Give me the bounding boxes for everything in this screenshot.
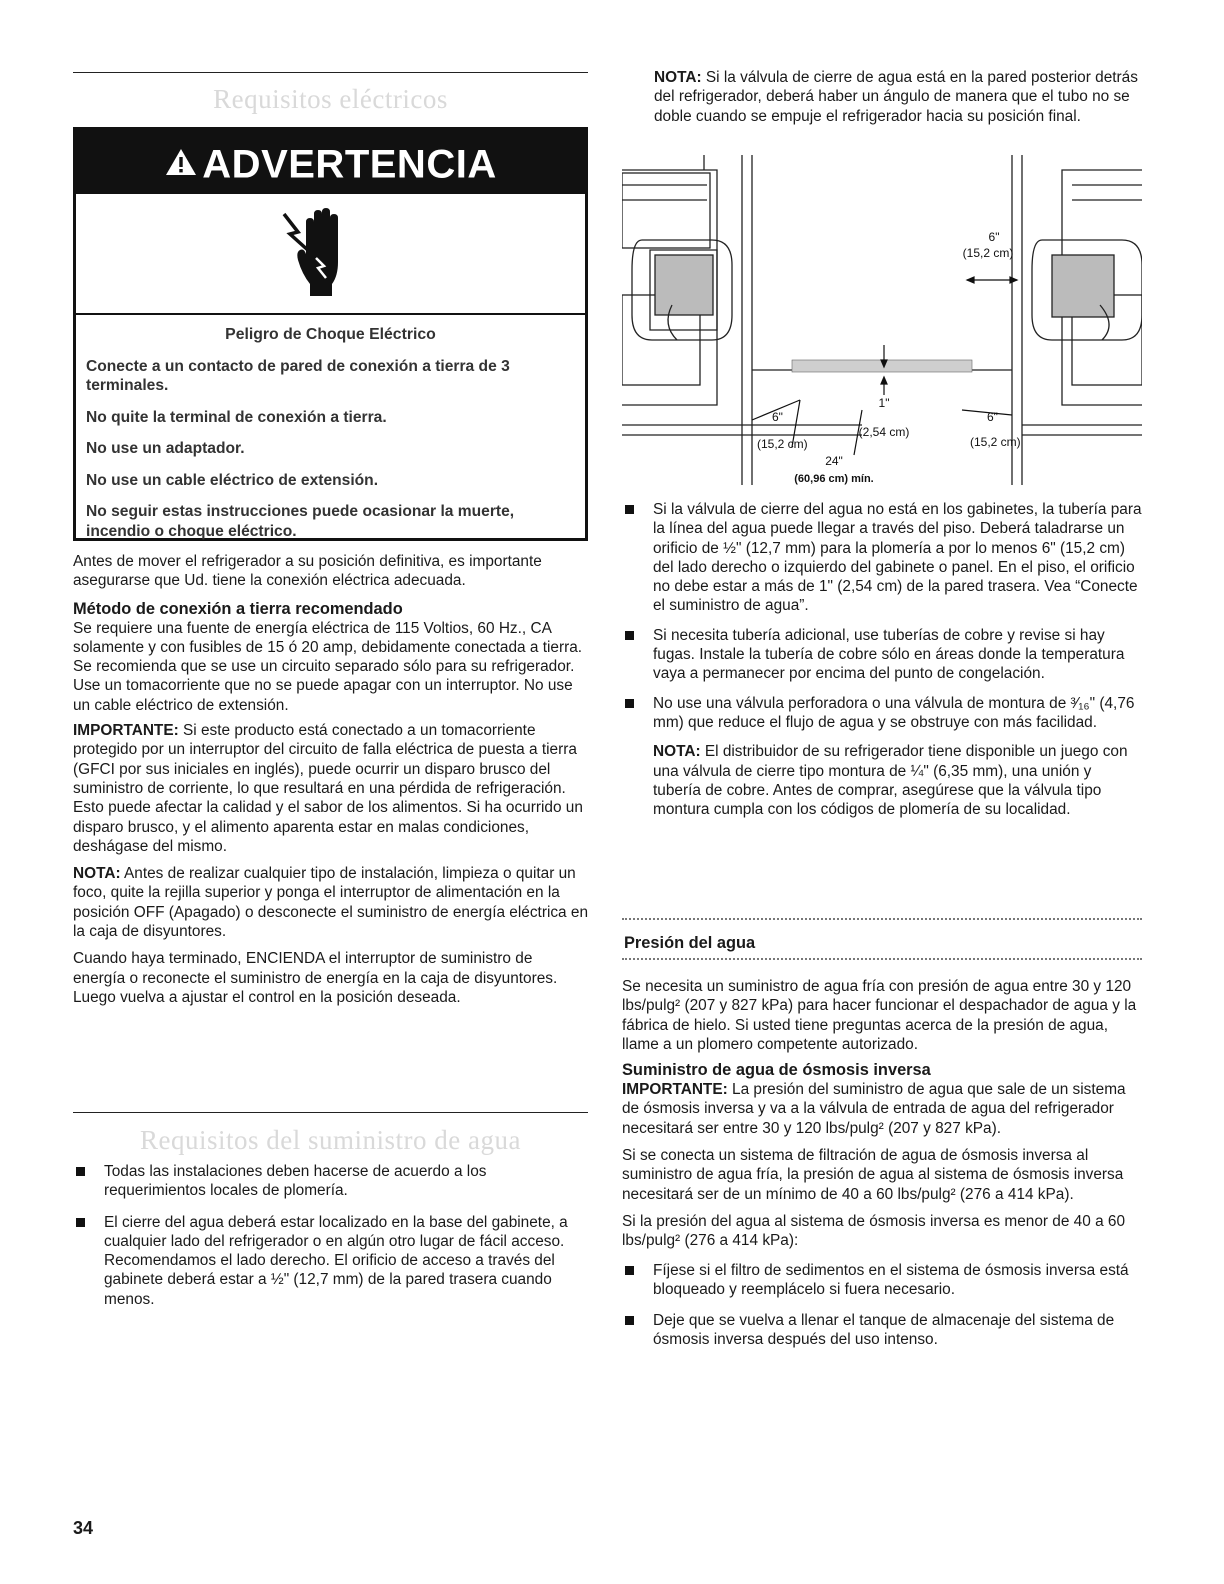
warning-line-4: No use un cable eléctrico de extensión. (86, 471, 379, 489)
nota-top-paragraph (654, 68, 1142, 126)
list-item: Si la válvula de cierre del agua no está en los gabinetes, la tubería para la línea del agua puede llegar a través del piso. Deberá taladrarse un orificio de ½" (12,7 mm) para la plomería a por lo menos 6" (15,2 cm) del lado derecho o izquierdo del gabinete o panel. En el piso, el orificio no debe estar a más de 1" (2,54 cm) de la pared trasera. Vea “Conecte el suministro de agua”. (622, 500, 1142, 616)
warning-box (73, 127, 588, 541)
page-number: 34 (73, 1518, 94, 1538)
warning-header (76, 130, 585, 194)
list-item: Deje que se vuelva a llenar el tanque de almacenaje del sistema de ósmosis inversa después del uso intenso. (622, 1311, 1142, 1350)
nota-text: Antes de realizar cualquier tipo de instalación, limpieza o quitar un foco, quite la rejilla superior y ponga el interruptor de alimentación en la posición OFF (Apagado) o desconecte el suministro de energía eléctrica en la caja de disyuntores. (73, 865, 589, 941)
left-dim-metric-label: (15,2 cm) (757, 437, 808, 451)
list-item: Todas las instalaciones deben hacerse de acuerdo a los requerimientos locales de plomería. (73, 1162, 588, 1201)
list-item: Si necesita tubería adicional, use tuberías de cobre y revise si hay fugas. Instale la tubería de cobre sólo en áreas donde la temperatura vaya a permanecer por encima del punto de congelación. (622, 626, 1142, 684)
installation-diagram (622, 155, 1142, 490)
top-dim-label: 6" (988, 230, 1000, 244)
electric-shock-hand-icon (276, 204, 356, 304)
right-dim-label: 6" (987, 410, 998, 424)
nota-dist-paragraph (622, 742, 1142, 819)
pressure-heading: Presión del agua (624, 934, 756, 952)
ro-important-paragraph (622, 1080, 1142, 1138)
method-text: Se requiere una fuente de energía eléctrica de 115 Voltios, 60 Hz., CA solamente y con fusibles de 15 ó 20 amp, debidamente conectada a tierra. Se recomienda que se use un circuito separado sólo para su refrigerador. Use un tomacorriente que no se puede apagar con un interruptor. No use un cable eléctrico de extensión. (73, 619, 583, 714)
electrical-section-title: Requisitos eléctricos (213, 84, 448, 114)
right-dim-metric-label: (15,2 cm) (970, 435, 1021, 449)
nota-dist-label: NOTA: (653, 743, 701, 761)
width-dim-metric-label: (60,96 cm) mín. (794, 473, 874, 485)
section-divider (73, 72, 588, 73)
warning-line-3: No use un adaptador. (86, 440, 245, 457)
nota-top-label: NOTA: (654, 69, 702, 86)
list-item: El cierre del agua deberá estar localizado en la base del gabinete, a cualquier lado del refrigerador o en algún otro lugar de fácil acceso. Recomendamos el lado derecho. El orificio de acceso a través del gabinete deberá estar a ½" (12,7 mm) de la pared trasera cuando menos. (73, 1213, 588, 1309)
list-item: No use una válvula perforadora o una válvula de montura de ³⁄₁₆" (4,76 mm) que reduce el flujo de agua y se obstruye con más facilidad. (622, 694, 1142, 733)
electrical-intro: Antes de mover el refrigerador a su posición definitiva, es importante asegurarse que Ud. tiene la conexión eléctrica adecuada. (73, 553, 542, 590)
left-dim-label: 6" (772, 410, 783, 424)
top-dim-metric-label: (15,2 cm) (962, 246, 1014, 260)
dotted-divider (622, 958, 1142, 960)
nota-top-text: Si la válvula de cierre de agua está en la pared posterior detrás del refrigerador, deberá haber un ángulo de manera que el tubo no se doble cuando se empuje el refrigerador hacia su posición final. (654, 69, 1138, 125)
ro-important-label: IMPORTANTE: (622, 1081, 728, 1099)
important-paragraph (73, 721, 588, 856)
warning-line-1: Conecte a un contacto de pared de conexión a tierra de 3 terminales. (86, 357, 510, 394)
water-section-title: Requisitos del suministro de agua (140, 1125, 521, 1155)
depth-dim-metric-label: (2,54 cm) (858, 425, 910, 439)
ro-text-3: Si la presión del agua al sistema de ósmosis inversa es menor de 40 a 60 lbs/pulg² (276 a 414 kPa): (622, 1212, 1126, 1250)
width-dim-label: 24" (825, 454, 843, 468)
nota-label: NOTA: (73, 865, 121, 883)
nota-dist-text: El distribuidor de su refrigerador tiene disponible un juego con una válvula de cierre tipo montura de ¼" (6,35 mm), una unión y tubería de cobre. Antes de comprar, asegúrese que la válvula tipo montura cumpla con los códigos de plomería de su localidad. (653, 743, 1128, 819)
section-divider (73, 1112, 588, 1113)
pressure-block (622, 977, 1142, 1350)
method-heading: Método de conexión a tierra recomendado (73, 599, 403, 618)
warning-header-text: ADVERTENCIA (202, 142, 497, 187)
water-bullets (73, 1162, 588, 1309)
depth-dim-label: 1" (878, 396, 890, 410)
nota-paragraph (73, 864, 588, 941)
important-label: IMPORTANTE: (73, 722, 179, 740)
warning-title: Peligro de Choque Eléctrico (225, 326, 436, 343)
ro-heading: Suministro de agua de ósmosis inversa (622, 1061, 931, 1080)
important-text: Si este producto está conectado a un tomacorriente protegido por un interruptor del circuito de falla eléctrica de puesta a tierra (GFCI por sus iniciales en inglés), puede ocurrir un disparo brusco del suministro de corriente, lo que resultará en una pérdida de refrigeración. Esto puede afectar la calidad y el sabor de los alimentos. Si ha ocurrido un disparo brusco, y el alimento aparenta estar en malas condiciones, deshágase del mismo. (73, 722, 583, 855)
pressure-text: Se necesita un suministro de agua fría con presión de agua entre 30 y 120 lbs/pulg² (207 y 827 kPa) para hacer funcionar el despachador de agua y la fábrica de hielo. Si usted tiene preguntas acerca de la presión de agua, llame a un plomero competente autorizado. (622, 978, 1137, 1053)
warning-triangle-icon (164, 132, 198, 196)
electrical-text-block (73, 552, 588, 1007)
warning-line-5: No seguir estas instrucciones puede ocasionar la muerte, incendio o choque eléctrico. (86, 503, 515, 540)
warning-icon-area (76, 194, 585, 315)
list-item: Fíjese si el filtro de sedimentos en el sistema de ósmosis inversa está bloqueado y reemplácelo si fuera necesario. (622, 1261, 1142, 1300)
warning-line-2: No quite la terminal de conexión a tierra. (86, 408, 387, 426)
ro-important-text: La presión del suministro de agua que sale de un sistema de ósmosis inversa y va a la válvula de entrada de agua del refrigerador necesitará ser entre 30 y 120 lbs/pulg² (207 y 827 kPa). (622, 1081, 1126, 1137)
dotted-divider (622, 918, 1142, 920)
finish-text: Cuando haya terminado, ENCIENDA el interruptor de suministro de energía o reconecte el suministro de energía en la caja de disyuntores. Luego vuelva a ajustar el control en la posición deseada. (73, 950, 558, 1006)
right-bullets (622, 500, 1142, 819)
ro-text-2: Si se conecta un sistema de filtración de agua de ósmosis inversa al suministro de agua fría, la presión de agua al sistema de ósmosis inversa necesitará ser de un mínimo de 40 a 60 lbs/pulg² (276 a 414 kPa). (622, 1147, 1124, 1203)
warning-body (76, 315, 585, 541)
